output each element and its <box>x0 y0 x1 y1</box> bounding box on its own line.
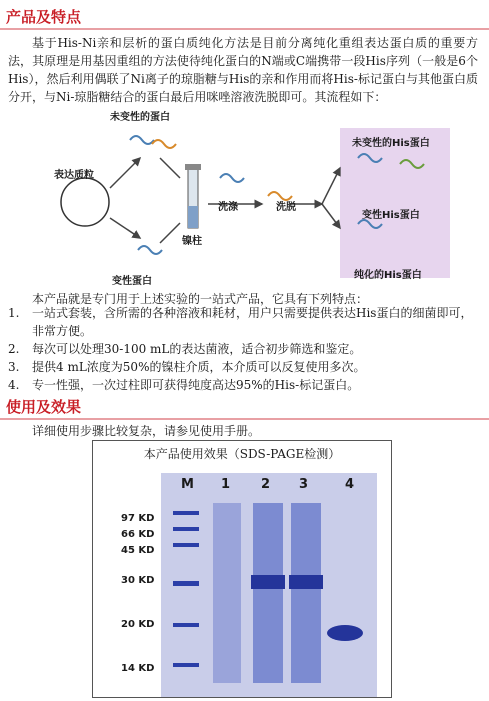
section-divider <box>0 28 489 30</box>
section-divider <box>0 418 489 420</box>
section-title-product: 产品及特点 <box>6 8 82 26</box>
feature-num: 4. <box>8 378 20 392</box>
arrow-elute-up <box>322 168 340 204</box>
arrow-to-column-2 <box>160 223 180 243</box>
lane-label-1: 1 <box>221 477 231 492</box>
lane-label-3: 3 <box>299 477 309 492</box>
features-intro-text: 本产品就是专门用于上述实验的一站式产品，它具有下列特点： <box>32 292 369 306</box>
feature-num: 3. <box>8 360 20 374</box>
label-elute: 洗脱 <box>276 202 296 213</box>
label-native-protein: 未变性的蛋白 <box>110 112 170 123</box>
mw-label: 30 KD <box>121 575 155 586</box>
gel-title: 本产品使用效果（SDS-PAGE检测） <box>143 447 341 461</box>
gel-bands <box>161 473 377 697</box>
mw-label: 14 KD <box>121 663 155 674</box>
label-wash: 洗涤 <box>218 202 238 213</box>
feature-item <box>8 304 480 340</box>
arrow-elute-down <box>322 204 340 228</box>
label-purified-his: 纯化的His蛋白 <box>354 270 422 281</box>
label-denatured-his: 变性His蛋白 <box>362 210 420 221</box>
intro-text: 基于His-Ni亲和层析的蛋白质纯化方法是目前分离纯化重组表达蛋白质的重要方法，其原理是用基因重组的方法使待纯化蛋白的N端或C端携带一段His序列（一般是6个His），然后利用偶联了Ni离子的琼脂糖与His的亲和作用而将His-标记蛋白与其他蛋白质分开，与Ni-琼脂糖结合的蛋白最后用咪唑溶液洗脱即可。其流程如下： <box>8 36 478 104</box>
gel-figure <box>92 440 392 698</box>
gel-image <box>161 473 377 697</box>
feature-item <box>8 358 480 376</box>
feature-item <box>8 376 480 394</box>
lane-label-marker: M <box>181 477 194 492</box>
label-plasmid: 表达质粒 <box>54 170 94 181</box>
features-list <box>8 304 480 394</box>
section-title-usage: 使用及效果 <box>6 398 82 416</box>
feature-num: 2. <box>8 342 20 356</box>
feature-item <box>8 340 480 358</box>
label-column: 镍柱 <box>182 236 202 247</box>
mw-label: 45 KD <box>121 545 155 556</box>
feature-text: 每次可以处理30-100 mL的表达菌液，适合初步筛选和鉴定。 <box>32 342 362 356</box>
mw-label: 97 KD <box>121 513 155 524</box>
feature-text: 专一性强，一次过柱即可获得纯度高达95%的His-标记蛋白。 <box>32 378 360 392</box>
arrow-to-column-1 <box>160 158 180 178</box>
feature-text: 一站式套装，含所需的各种溶液和耗材，用户只需要提供表达His蛋白的细菌即可，非常方便。 <box>32 306 473 338</box>
plasmid-icon <box>61 178 109 226</box>
mw-label: 66 KD <box>121 529 155 540</box>
intro-paragraph <box>8 34 478 106</box>
label-denatured-protein: 变性蛋白 <box>112 276 152 287</box>
label-native-his: 未变性的His蛋白 <box>352 138 430 149</box>
feature-text: 提供4 mL浓度为50%的镍柱介质，本介质可以反复使用多次。 <box>32 360 366 374</box>
arrow-denatured <box>110 218 140 238</box>
feature-num: 1. <box>8 306 20 320</box>
lane-label-2: 2 <box>261 477 271 492</box>
usage-paragraph <box>8 422 478 440</box>
lane-label-4: 4 <box>345 477 355 492</box>
mw-label: 20 KD <box>121 619 155 630</box>
usage-text: 详细使用步骤比较复杂，请参见使用手册。 <box>32 424 261 438</box>
arrow-native <box>110 158 140 188</box>
